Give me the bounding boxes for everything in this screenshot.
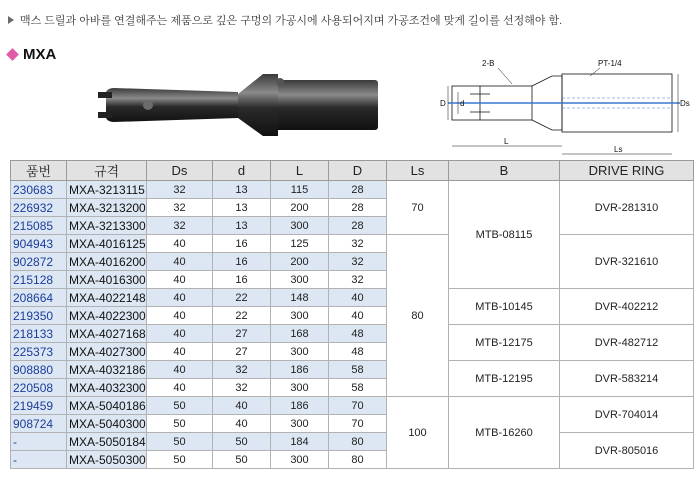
model-cell: MXA-4027168 — [67, 325, 147, 343]
section-title — [8, 46, 56, 63]
table-body — [11, 181, 694, 469]
part-number-cell: 226932 — [11, 199, 67, 217]
value-cell-ds: 50 — [147, 433, 213, 451]
part-number-cell: 218133 — [11, 325, 67, 343]
drawing-label-Ls: Ls — [614, 145, 623, 154]
value-cell-ds: 50 — [147, 415, 213, 433]
value-cell-l: 300 — [271, 379, 329, 397]
value-cell-l: 200 — [271, 199, 329, 217]
value-cell-d: 50 — [213, 433, 271, 451]
value-cell-l: 300 — [271, 415, 329, 433]
value-cell-l: 125 — [271, 235, 329, 253]
b-cell: MTB-08115 — [449, 181, 560, 289]
value-cell-d: 32 — [329, 253, 387, 271]
value-cell-d: 50 — [213, 451, 271, 469]
model-cell: MXA-4032300 — [67, 379, 147, 397]
part-number-cell: 908880 — [11, 361, 67, 379]
value-cell-ds: 32 — [147, 181, 213, 199]
part-number-cell: 908724 — [11, 415, 67, 433]
value-cell-d: 40 — [329, 307, 387, 325]
table-row — [11, 433, 694, 451]
column-header: 규격 — [67, 161, 147, 181]
model-cell: MXA-4032186 — [67, 361, 147, 379]
drawing-label-d: d — [460, 99, 465, 108]
drive-ring-cell: DVR-482712 — [560, 325, 694, 361]
model-cell: MXA-4027300 — [67, 343, 147, 361]
value-cell-d: 80 — [329, 433, 387, 451]
model-cell: MXA-3213200 — [67, 199, 147, 217]
value-cell-ds: 40 — [147, 361, 213, 379]
value-cell-l: 115 — [271, 181, 329, 199]
value-cell-ds: 40 — [147, 289, 213, 307]
value-cell-d: 32 — [329, 271, 387, 289]
value-cell-d: 16 — [213, 271, 271, 289]
drawing-label-2b: 2-B — [482, 59, 495, 68]
value-cell-l: 300 — [271, 271, 329, 289]
value-cell-d: 58 — [329, 361, 387, 379]
product-photo — [88, 62, 388, 152]
value-cell-ds: 40 — [147, 379, 213, 397]
value-cell-ds: 50 — [147, 397, 213, 415]
drawing-label-Ds: Ds — [680, 99, 690, 108]
triangle-bullet-icon — [8, 16, 14, 24]
section-title-text: MXA — [23, 46, 57, 63]
model-cell: MXA-4016200 — [67, 253, 147, 271]
column-header: D — [329, 161, 387, 181]
value-cell-ds: 40 — [147, 307, 213, 325]
drive-ring-cell: DVR-402212 — [560, 289, 694, 325]
value-cell-l: 148 — [271, 289, 329, 307]
intro-note — [8, 12, 562, 28]
value-cell-d: 32 — [213, 361, 271, 379]
part-number-cell: 219459 — [11, 397, 67, 415]
value-cell-l: 300 — [271, 451, 329, 469]
value-cell-l: 200 — [271, 253, 329, 271]
value-cell-d: 70 — [329, 397, 387, 415]
part-number-cell: 902872 — [11, 253, 67, 271]
value-cell-ds: 40 — [147, 343, 213, 361]
part-number-cell: 219350 — [11, 307, 67, 325]
value-cell-d: 48 — [329, 343, 387, 361]
table-header-row — [11, 161, 694, 181]
b-cell: MTB-10145 — [449, 289, 560, 325]
drive-ring-cell: DVR-583214 — [560, 361, 694, 397]
drive-ring-cell: DVR-321610 — [560, 235, 694, 289]
value-cell-ds: 40 — [147, 253, 213, 271]
drawing-label-pt: PT-1/4 — [598, 59, 622, 68]
value-cell-d: 28 — [329, 181, 387, 199]
column-header: 품번 — [11, 161, 67, 181]
value-cell-ds: 40 — [147, 271, 213, 289]
part-number-cell: - — [11, 451, 67, 469]
column-header: Ls — [387, 161, 449, 181]
table-row — [11, 235, 694, 253]
value-cell-d: 80 — [329, 451, 387, 469]
b-cell: MTB-12195 — [449, 361, 560, 397]
drawing-label-D: D — [440, 99, 446, 108]
value-cell-d: 40 — [329, 289, 387, 307]
value-cell-d: 22 — [213, 289, 271, 307]
value-cell-d: 22 — [213, 307, 271, 325]
value-cell-d: 70 — [329, 415, 387, 433]
table-row — [11, 361, 694, 379]
value-cell-d: 32 — [329, 235, 387, 253]
drive-ring-cell: DVR-281310 — [560, 181, 694, 235]
diamond-bullet-icon — [6, 48, 19, 61]
model-cell: MXA-5050300 — [67, 451, 147, 469]
value-cell-ds: 50 — [147, 451, 213, 469]
table-row — [11, 397, 694, 415]
model-cell: MXA-5040186 — [67, 397, 147, 415]
ls-cell: 80 — [387, 235, 449, 397]
technical-drawing — [440, 54, 690, 164]
part-number-cell: 208664 — [11, 289, 67, 307]
value-cell-l: 186 — [271, 361, 329, 379]
part-number-cell: 225373 — [11, 343, 67, 361]
part-number-cell: 215128 — [11, 271, 67, 289]
value-cell-l: 186 — [271, 397, 329, 415]
model-cell: MXA-4016300 — [67, 271, 147, 289]
value-cell-ds: 40 — [147, 235, 213, 253]
value-cell-d: 13 — [213, 199, 271, 217]
value-cell-d: 16 — [213, 235, 271, 253]
value-cell-l: 184 — [271, 433, 329, 451]
model-cell: MXA-4016125 — [67, 235, 147, 253]
table-row — [11, 289, 694, 307]
model-cell: MXA-4022300 — [67, 307, 147, 325]
part-number-cell: 904943 — [11, 235, 67, 253]
value-cell-d: 48 — [329, 325, 387, 343]
column-header: DRIVE RING — [560, 161, 694, 181]
value-cell-l: 300 — [271, 343, 329, 361]
value-cell-d: 28 — [329, 199, 387, 217]
table-row — [11, 181, 694, 199]
drive-ring-cell: DVR-805016 — [560, 433, 694, 469]
model-cell: MXA-4022148 — [67, 289, 147, 307]
drawing-label-L: L — [504, 137, 509, 146]
value-cell-d: 13 — [213, 181, 271, 199]
intro-note-text: 맥스 드릴과 아바를 연결해주는 제품으로 깊은 구멍의 가공시에 사용되어지며 가공조건에 맞게 길이를 선정해야 함. — [20, 15, 563, 27]
value-cell-l: 168 — [271, 325, 329, 343]
value-cell-d: 58 — [329, 379, 387, 397]
part-number-cell: - — [11, 433, 67, 451]
column-header: B — [449, 161, 560, 181]
value-cell-d: 27 — [213, 325, 271, 343]
value-cell-d: 16 — [213, 253, 271, 271]
part-number-cell: 220508 — [11, 379, 67, 397]
value-cell-ds: 32 — [147, 217, 213, 235]
part-number-cell: 230683 — [11, 181, 67, 199]
value-cell-d: 13 — [213, 217, 271, 235]
drive-ring-cell: DVR-704014 — [560, 397, 694, 433]
model-cell: MXA-5050184 — [67, 433, 147, 451]
model-cell: MXA-3213300 — [67, 217, 147, 235]
value-cell-ds: 40 — [147, 325, 213, 343]
b-cell: MTB-12175 — [449, 325, 560, 361]
value-cell-d: 28 — [329, 217, 387, 235]
model-cell: MXA-5040300 — [67, 415, 147, 433]
table-row — [11, 325, 694, 343]
column-header: Ds — [147, 161, 213, 181]
ls-cell: 70 — [387, 181, 449, 235]
spec-table — [10, 160, 694, 469]
value-cell-l: 300 — [271, 217, 329, 235]
ls-cell: 100 — [387, 397, 449, 469]
value-cell-l: 300 — [271, 307, 329, 325]
column-header: d — [213, 161, 271, 181]
model-cell: MXA-3213115 — [67, 181, 147, 199]
value-cell-d: 27 — [213, 343, 271, 361]
part-number-cell: 215085 — [11, 217, 67, 235]
value-cell-ds: 32 — [147, 199, 213, 217]
value-cell-d: 40 — [213, 415, 271, 433]
b-cell: MTB-16260 — [449, 397, 560, 469]
value-cell-d: 32 — [213, 379, 271, 397]
column-header: L — [271, 161, 329, 181]
value-cell-d: 40 — [213, 397, 271, 415]
